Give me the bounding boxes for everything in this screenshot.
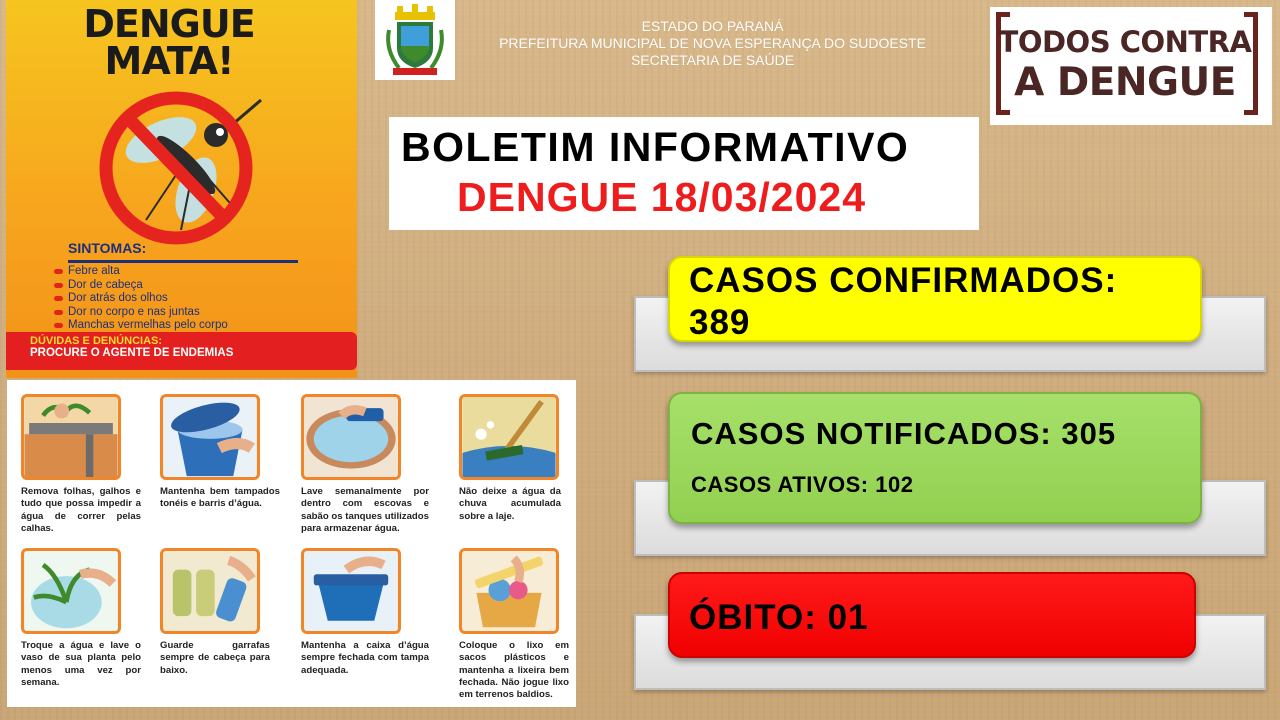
symptom-item: Dor atrás dos olhos (54, 292, 228, 306)
header-prefecture: PREFEITURA MUNICIPAL DE NOVA ESPERANÇA DO SUDOESTE (499, 35, 926, 51)
tip-item (301, 394, 429, 535)
tip-item (459, 548, 569, 701)
deaths-count: ÓBITO: 01 (689, 598, 869, 637)
tip-item (160, 548, 270, 677)
active-cases: CASOS ATIVOS: 102 (691, 472, 914, 497)
tip-text: Troque a água e lave o vaso de sua planta pelo menos uma vez por semana. (21, 640, 141, 688)
gutter-icon (21, 394, 121, 480)
contact-banner (6, 332, 357, 370)
symptom-item: Febre alta (54, 265, 228, 279)
tip-text: Guarde garrafas sempre de cabeça para baixo. (160, 640, 270, 676)
tip-text: Mantenha bem tampados tonéis e barris d’água. (160, 486, 280, 510)
contact-banner-text: PROCURE O AGENTE DE ENDEMIAS (30, 347, 234, 359)
no-mosquito-icon (76, 80, 276, 250)
tip-text: Coloque o lixo em sacos plásticos e mantenha a lixeira bem fechada. Não jogue lixo em terrenos baldios. (459, 640, 569, 701)
poster-title (54, 2, 284, 83)
coat-of-arms-logo (375, 0, 455, 80)
tip-item (21, 548, 141, 689)
header-department: SECRETARIA DE SAÚDE (630, 52, 795, 68)
plant-vase-icon (21, 548, 121, 634)
confirmed-label: CASOS CONFIRMADOS: (689, 261, 1118, 300)
confirmed-value: 389 (689, 303, 751, 342)
logo-line1: TODOS CONTRA (998, 25, 1252, 59)
tip-item (301, 548, 429, 677)
symptom-item: Manchas vermelhas pelo corpo (54, 319, 228, 333)
contact-banner-heading: DÚVIDAS E DENÚNCIAS: (30, 335, 163, 347)
tank-scrub-icon (301, 394, 401, 480)
bulletin-title: BOLETIM INFORMATIVO (401, 124, 910, 170)
squeegee-icon (459, 394, 559, 480)
trash-bin-icon (459, 548, 559, 634)
tip-text: Lave semanalmente por dentro com escovas e sabão os tanques utilizados para armazenar água. (301, 486, 429, 534)
municipality-header (455, 18, 970, 69)
bottles-icon (160, 548, 260, 634)
todos-contra-dengue-logo (990, 7, 1272, 125)
water-tank-icon (301, 548, 401, 634)
prevention-tips (7, 380, 576, 707)
poster-title-line2: MATA! (104, 39, 234, 83)
tip-item (21, 394, 141, 535)
notified-cases-card (668, 392, 1202, 524)
confirmed-cases-card (668, 256, 1202, 342)
tip-item (459, 394, 561, 523)
symptom-item: Dor no corpo e nas juntas (54, 306, 228, 320)
logo-line2: A DENGUE (1014, 60, 1236, 105)
symptoms-title: SINTOMAS: (68, 240, 298, 263)
bucket-icon (160, 394, 260, 480)
tip-text: Remova folhas, galhos e tudo que possa impedir a água de correr pelas calhas. (21, 486, 141, 534)
poster-title-line1: DENGUE (83, 2, 255, 46)
tip-text: Não deixe a água da chuva acumulada sobre a laje. (459, 486, 561, 522)
notified-cases: CASOS NOTIFICADOS: 305 (691, 416, 1117, 451)
dengue-poster (6, 0, 357, 378)
tip-item (160, 394, 280, 511)
tip-text: Mantenha a caixa d’água sempre fechada com tampa adequada. (301, 640, 429, 676)
bulletin-title-box (389, 117, 979, 230)
header-state: ESTADO DO PARANÁ (641, 18, 784, 34)
deaths-card (668, 572, 1196, 658)
symptom-item: Dor de cabeça (54, 279, 228, 293)
bulletin-subtitle: DENGUE 18/03/2024 (457, 174, 867, 220)
symptoms-list (54, 265, 228, 333)
